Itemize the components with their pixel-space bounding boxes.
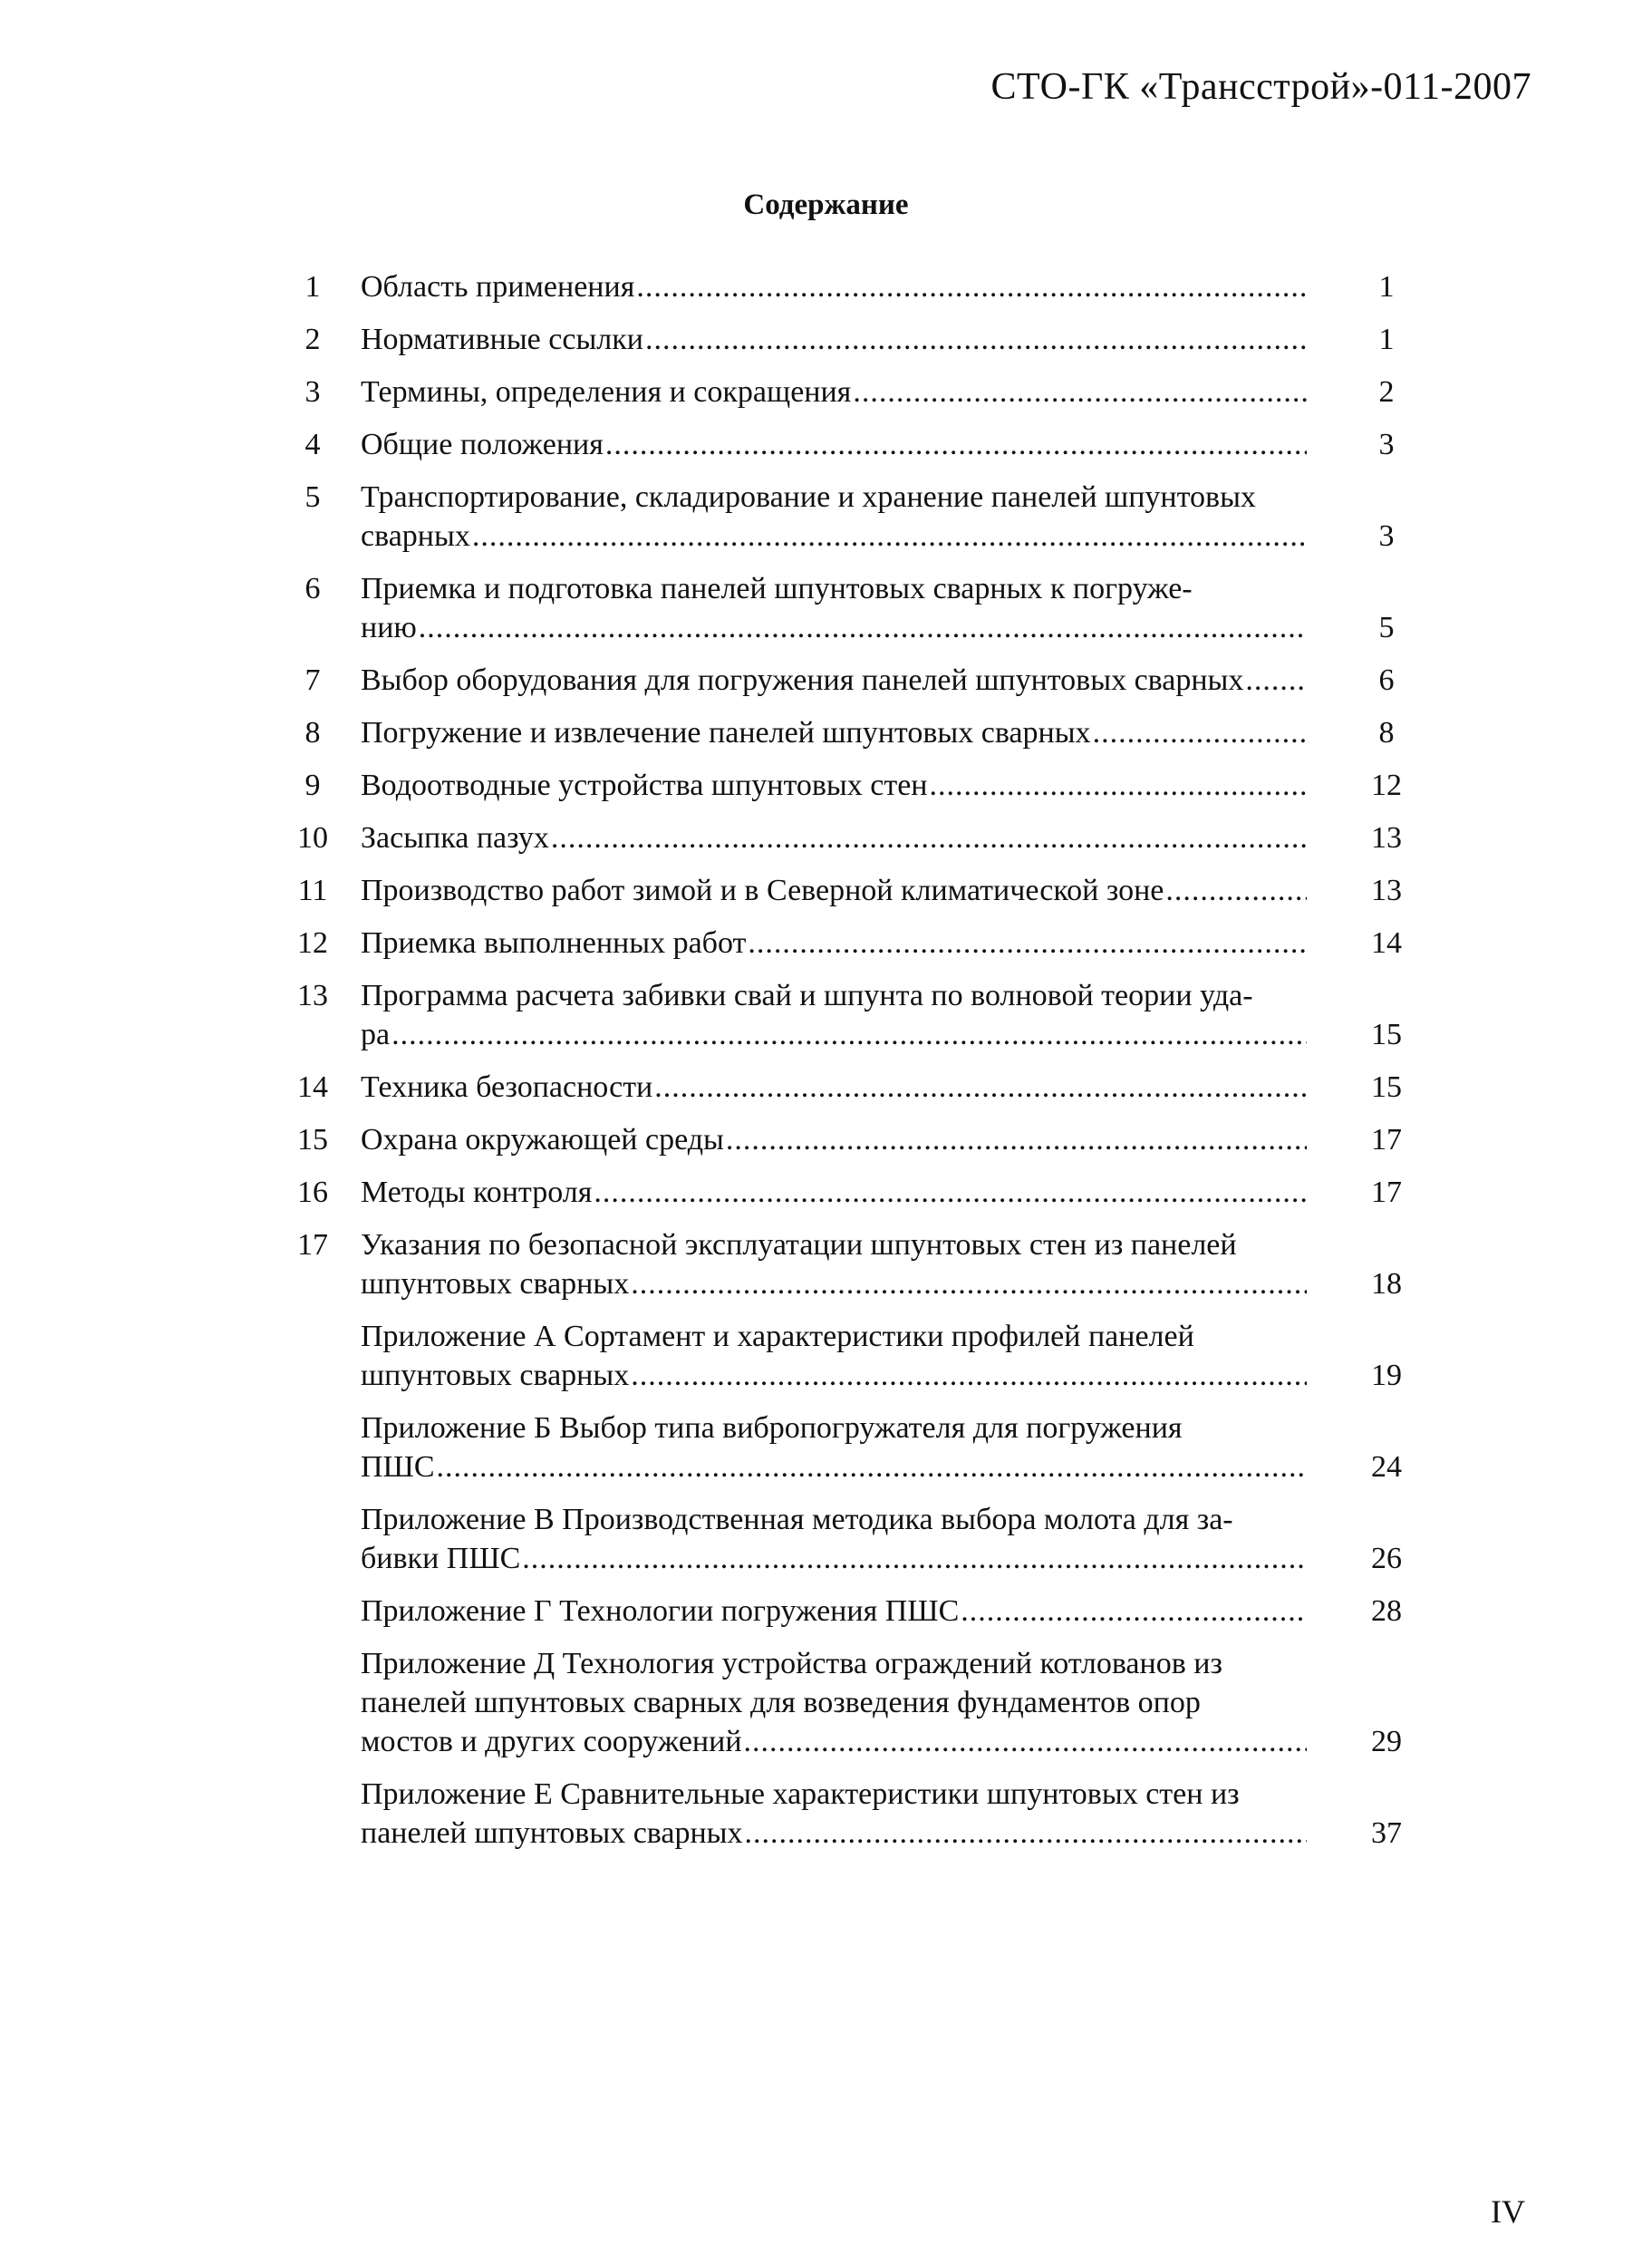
toc-entry-line: [361, 1683, 1321, 1722]
toc-entry-line-text: Погружение и извлечение панелей шпунтовых сварных: [361, 716, 1091, 750]
toc-entry-number: 8: [304, 716, 321, 750]
toc-entry-number: 17: [297, 1228, 328, 1262]
toc-entry-number: 12: [297, 926, 328, 960]
toc-entry-line-text: Охрана окружающей среды: [361, 1123, 724, 1157]
toc-entry-page: 24: [1371, 1450, 1402, 1484]
toc-entry-number: 14: [297, 1070, 328, 1104]
dot-leader: [726, 1120, 1307, 1159]
dot-leader: [551, 818, 1307, 857]
toc-entry-page: 12: [1371, 769, 1402, 802]
toc-entry-line: [361, 924, 1321, 963]
toc-entry-line: [361, 818, 1321, 857]
toc-entry-line: [361, 1264, 1321, 1303]
dot-leader: [748, 924, 1307, 963]
toc-entry-number: 3: [304, 375, 321, 409]
toc-entry-line: [361, 1592, 1321, 1631]
toc-entry-line: [361, 1722, 1321, 1761]
toc-entry-number: 9: [304, 769, 321, 802]
toc-entry: [290, 320, 1414, 359]
toc-entry-page: 13: [1371, 874, 1402, 907]
toc-entry-page: 15: [1371, 1018, 1402, 1051]
toc-entry: [290, 1592, 1414, 1631]
toc-entry-line-text: Производство работ зимой и в Северной климатической зоне: [361, 874, 1164, 907]
dot-leader: [961, 1592, 1307, 1631]
toc-entry-line: [361, 661, 1321, 700]
toc-entry-line: [361, 1317, 1321, 1356]
toc-entry-page: 18: [1371, 1267, 1402, 1301]
toc-entry-line-text: сварных: [361, 519, 470, 553]
toc-entry-number: 16: [297, 1176, 328, 1209]
toc-entry-line: [361, 713, 1321, 752]
toc-entry-line: [361, 1225, 1321, 1264]
toc-entry-line-text: Приемка и подготовка панелей шпунтовых сварных к погруже-: [361, 572, 1193, 605]
toc-entry-line-text: Водоотводные устройства шпунтовых стен: [361, 769, 928, 802]
document-code-header: СТО-ГК «Трансстрой»-011-2007: [990, 66, 1531, 108]
toc-entry: [290, 425, 1414, 464]
toc-entry: [290, 713, 1414, 752]
toc-entry: [290, 924, 1414, 963]
toc-entry-line: [361, 1539, 1321, 1578]
toc-entry: [290, 1120, 1414, 1159]
toc-entry-page: 3: [1378, 519, 1395, 553]
toc-entry: [290, 1408, 1414, 1486]
toc-entry-line-text: Транспортирование, складирование и хранение панелей шпунтовых: [361, 480, 1256, 514]
table-of-contents: [290, 267, 1414, 1866]
toc-entry: [290, 1500, 1414, 1578]
toc-entry-title: [361, 1173, 1321, 1212]
dot-leader: [654, 1068, 1307, 1107]
toc-entry-line: [361, 1173, 1321, 1212]
toc-entry-page: 5: [1378, 611, 1395, 644]
toc-entry-line-text: нию: [361, 611, 417, 644]
toc-entry-title: [361, 976, 1321, 1054]
toc-entry-page: 2: [1378, 375, 1395, 409]
toc-entry-number: 2: [304, 323, 321, 356]
toc-entry-number: 11: [297, 874, 328, 907]
toc-entry-number: 5: [304, 480, 321, 514]
toc-entry-number: 4: [304, 428, 321, 461]
toc-entry-line: [361, 871, 1321, 910]
toc-entry-page: 8: [1378, 716, 1395, 750]
toc-entry-title: [361, 1317, 1321, 1395]
toc-entry-title: [361, 661, 1321, 700]
toc-entry: [290, 373, 1414, 411]
toc-entry-title: [361, 267, 1321, 306]
toc-entry-page: 1: [1378, 323, 1395, 356]
toc-entry-line-text: Методы контроля: [361, 1176, 593, 1209]
toc-entry-line: [361, 1068, 1321, 1107]
toc-entry-line-text: Приложение Д Технология устройства ограждений котлованов из: [361, 1647, 1222, 1680]
toc-entry-number: 6: [304, 572, 321, 605]
page-number-footer: IV: [1491, 2193, 1525, 2230]
toc-entry-title: [361, 924, 1321, 963]
dot-leader: [419, 608, 1307, 647]
dot-leader: [645, 320, 1307, 359]
toc-entry-line: [361, 1015, 1321, 1054]
dot-leader: [853, 373, 1307, 411]
dot-leader: [437, 1447, 1307, 1486]
toc-entry-line-text: Область применения: [361, 270, 635, 304]
toc-entry-title: [361, 871, 1321, 910]
toc-entry-line: [361, 1408, 1321, 1447]
toc-entry: [290, 478, 1414, 556]
toc-entry-line-text: ПШС: [361, 1450, 435, 1484]
toc-entry-number: 7: [304, 663, 321, 697]
toc-entry-line: [361, 1447, 1321, 1486]
toc-entry-title: [361, 1592, 1321, 1631]
toc-entry-page: 19: [1371, 1359, 1402, 1392]
dot-leader: [1093, 713, 1307, 752]
toc-entry-line: [361, 1775, 1321, 1814]
toc-entry-line-text: Приложение Б Выбор типа вибропогружателя для погружения: [361, 1411, 1183, 1445]
dot-leader: [391, 1015, 1307, 1054]
toc-entry-page: 37: [1371, 1816, 1402, 1850]
toc-entry: [290, 569, 1414, 647]
toc-entry: [290, 1775, 1414, 1853]
toc-entry-page: 17: [1371, 1123, 1402, 1157]
toc-entry-line-text: Нормативные ссылки: [361, 323, 643, 356]
toc-entry-title: [361, 1408, 1321, 1486]
toc-entry-line-text: Термины, определения и сокращения: [361, 375, 852, 409]
toc-entry-title: [361, 1644, 1321, 1761]
toc-entry-line-text: бивки ПШС: [361, 1542, 521, 1575]
dot-leader: [631, 1264, 1307, 1303]
toc-entry-title: [361, 1775, 1321, 1853]
dot-leader: [472, 517, 1307, 556]
toc-entry-line-text: Техника безопасности: [361, 1070, 653, 1104]
toc-entry-line-text: Приложение Е Сравнительные характеристики шпунтовых стен из: [361, 1777, 1240, 1811]
toc-entry-title: [361, 1500, 1321, 1578]
toc-entry: [290, 1644, 1414, 1761]
toc-entry-line-text: панелей шпунтовых сварных: [361, 1816, 743, 1850]
dot-leader: [744, 1722, 1307, 1761]
toc-entry-page: 3: [1378, 428, 1395, 461]
toc-entry-line: [361, 373, 1321, 411]
toc-entry: [290, 818, 1414, 857]
toc-entry-line-text: Выбор оборудования для погружения панелей шпунтовых сварных: [361, 663, 1244, 697]
dot-leader: [631, 1356, 1307, 1395]
toc-entry-line: [361, 267, 1321, 306]
toc-entry-title: [361, 478, 1321, 556]
toc-entry: [290, 267, 1414, 306]
toc-entry-line: [361, 1644, 1321, 1683]
toc-entry-page: 6: [1378, 663, 1395, 697]
toc-entry-line: [361, 478, 1321, 517]
toc-entry-page: 14: [1371, 926, 1402, 960]
toc-entry-title: [361, 1120, 1321, 1159]
toc-entry-title: [361, 713, 1321, 752]
toc-entry-line-text: Программа расчета забивки свай и шпунта по волновой теории уда-: [361, 979, 1253, 1012]
toc-entry-number: 15: [297, 1123, 328, 1157]
toc-entry-line-text: Указания по безопасной эксплуатации шпунтовых стен из панелей: [361, 1228, 1237, 1262]
toc-entry-line: [361, 1500, 1321, 1539]
toc-entry-line: [361, 976, 1321, 1015]
toc-entry: [290, 976, 1414, 1054]
toc-entry: [290, 1225, 1414, 1303]
toc-entry-title: [361, 1068, 1321, 1107]
toc-entry-page: 1: [1378, 270, 1395, 304]
toc-entry-line-text: Приложение А Сортамент и характеристики профилей панелей: [361, 1320, 1194, 1353]
toc-entry: [290, 1068, 1414, 1107]
toc-entry-line: [361, 1120, 1321, 1159]
toc-entry-line-text: ра: [361, 1018, 391, 1051]
toc-entry-page: 29: [1371, 1725, 1402, 1758]
toc-entry-line-text: Приемка выполненных работ: [361, 926, 747, 960]
toc-entry-title: [361, 569, 1321, 647]
dot-leader: [745, 1814, 1307, 1853]
toc-entry: [290, 766, 1414, 805]
toc-entry-title: [361, 320, 1321, 359]
toc-entry-line: [361, 766, 1321, 805]
toc-entry-line-text: Засыпка пазух: [361, 821, 549, 855]
dot-leader: [522, 1539, 1307, 1578]
toc-entry: [290, 871, 1414, 910]
toc-entry-title: [361, 373, 1321, 411]
toc-entry-title: [361, 425, 1321, 464]
toc-entry-page: 13: [1371, 821, 1402, 855]
toc-entry-line-text: Общие положения: [361, 428, 604, 461]
toc-entry-line-text: Приложение Г Технологии погружения ПШС: [361, 1594, 960, 1628]
toc-entry-line-text: Приложение В Производственная методика выбора молота для за-: [361, 1503, 1233, 1536]
toc-entry: [290, 1173, 1414, 1212]
toc-entry-line: [361, 608, 1321, 647]
dot-leader: [930, 766, 1308, 805]
toc-entry-line-text: шпунтовых сварных: [361, 1359, 630, 1392]
toc-entry-line: [361, 569, 1321, 608]
toc-entry-line-text: шпунтовых сварных: [361, 1267, 630, 1301]
toc-title: Содержание: [743, 189, 909, 221]
toc-entry-line: [361, 1356, 1321, 1395]
toc-entry-number: 13: [297, 979, 328, 1012]
toc-entry-page: 26: [1371, 1542, 1402, 1575]
dot-leader: [594, 1173, 1307, 1212]
toc-entry-page: 17: [1371, 1176, 1402, 1209]
toc-entry-title: [361, 1225, 1321, 1303]
dot-leader: [1245, 661, 1307, 700]
toc-entry-line: [361, 517, 1321, 556]
toc-entry-line-text: панелей шпунтовых сварных для возведения фундаментов опор: [361, 1686, 1201, 1719]
toc-entry-title: [361, 766, 1321, 805]
toc-entry-page: 15: [1371, 1070, 1402, 1104]
dot-leader: [1165, 871, 1307, 910]
toc-entry-number: 1: [304, 270, 321, 304]
toc-entry-title: [361, 818, 1321, 857]
toc-entry: [290, 1317, 1414, 1395]
toc-entry-page: 28: [1371, 1594, 1402, 1628]
toc-entry-line: [361, 425, 1321, 464]
toc-entry-line: [361, 320, 1321, 359]
toc-entry-line-text: мостов и других сооружений: [361, 1725, 742, 1758]
dot-leader: [605, 425, 1307, 464]
toc-entry-number: 10: [297, 821, 328, 855]
toc-entry: [290, 661, 1414, 700]
dot-leader: [636, 267, 1307, 306]
toc-entry-line: [361, 1814, 1321, 1853]
